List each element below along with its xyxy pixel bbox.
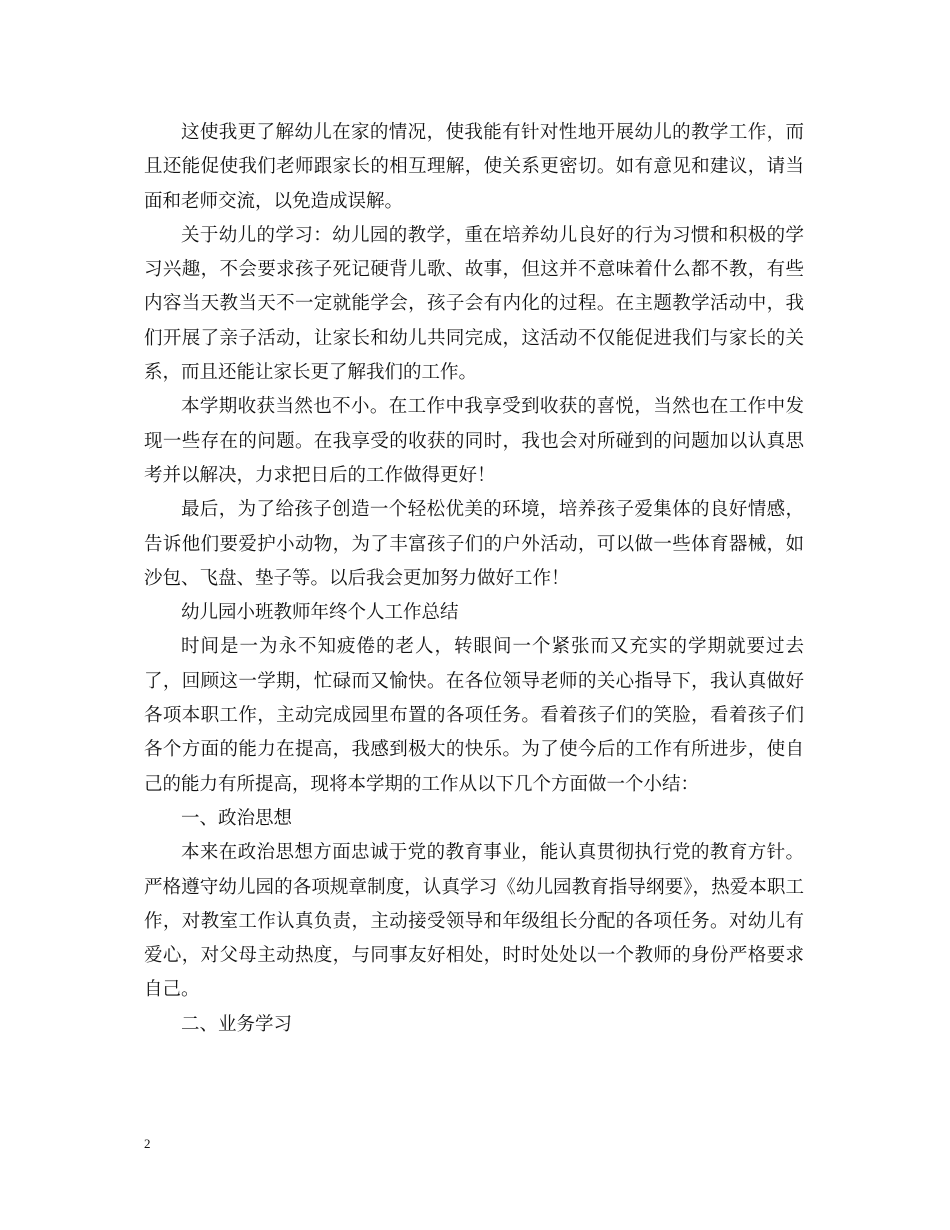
paragraph-intro: 时间是一为永不知疲倦的老人，转眼间一个紧张而又充实的学期就要过去了，回顾这一学期，忙碌而又愉快。在各位领导老师的关心指导下，我认真做好各项本职工作，主动完成园里布置的各项任务。看着孩子们的笑脸，看着孩子们各个方面的能力在提高，我感到极大的快乐。为了使今后的工作有所进步，使自己的能力有所提高，现将本学期的工作从以下几个方面做一个小结： — [144, 636, 804, 795]
document-body — [144, 116, 804, 1042]
paragraph-home-situation: 这使我更了解幼儿在家的情况，使我能有针对性地开展幼儿的教学工作，而且还能促使我们老师跟家长的相互理解，使关系更密切。如有意见和建议，请当面和老师交流，以免造成误解。 — [144, 122, 804, 212]
paragraph-politics: 本来在政治思想方面忠诚于党的教育事业，能认真贯彻执行党的教育方针。严格遵守幼儿园的各项规章制度，认真学习《幼儿园教育指导纲要》，热爱本职工作，对教室工作认真负责，主动接受领导和年级组长分配的各项任务。对幼儿有爱心，对父母主动热度，与同事友好相处，时时处处以一个教师的身份严格要求自己。 — [144, 842, 804, 1001]
paragraph-final-plans: 最后，为了给孩子创造一个轻松优美的环境，培养孩子爱集体的良好情感，告诉他们要爱护小动物，为了丰富孩子们的户外活动，可以做一些体育器械，如沙包、飞盘、垫子等。以后我会更加努力做好工作！ — [144, 499, 804, 589]
section-heading-study: 二、业务学习 — [181, 1013, 293, 1035]
page-number: 2 — [144, 1136, 151, 1151]
paragraph-semester-gains: 本学期收获当然也不小。在工作中我享受到收获的喜悦，当然也在工作中发现一些存在的问题。在我享受的收获的同时，我也会对所碰到的问题加以认真思考并以解决，力求把日后的工作做得更好！ — [144, 396, 804, 486]
document-title: 幼儿园小班教师年终个人工作总结 — [181, 602, 459, 624]
section-heading-politics: 一、政治思想 — [181, 807, 293, 829]
paragraph-child-learning: 关于幼儿的学习：幼儿园的教学，重在培养幼儿良好的行为习惯和积极的学习兴趣，不会要求孩子死记硬背儿歌、故事，但这并不意味着什么都不教，有些内容当天教当天不一定就能学会，孩子会有内化的过程。在主题教学活动中，我们开展了亲子活动，让家长和幼儿共同完成，这活动不仅能促进我们与家长的关系，而且还能让家长更了解我们的工作。 — [144, 224, 804, 384]
